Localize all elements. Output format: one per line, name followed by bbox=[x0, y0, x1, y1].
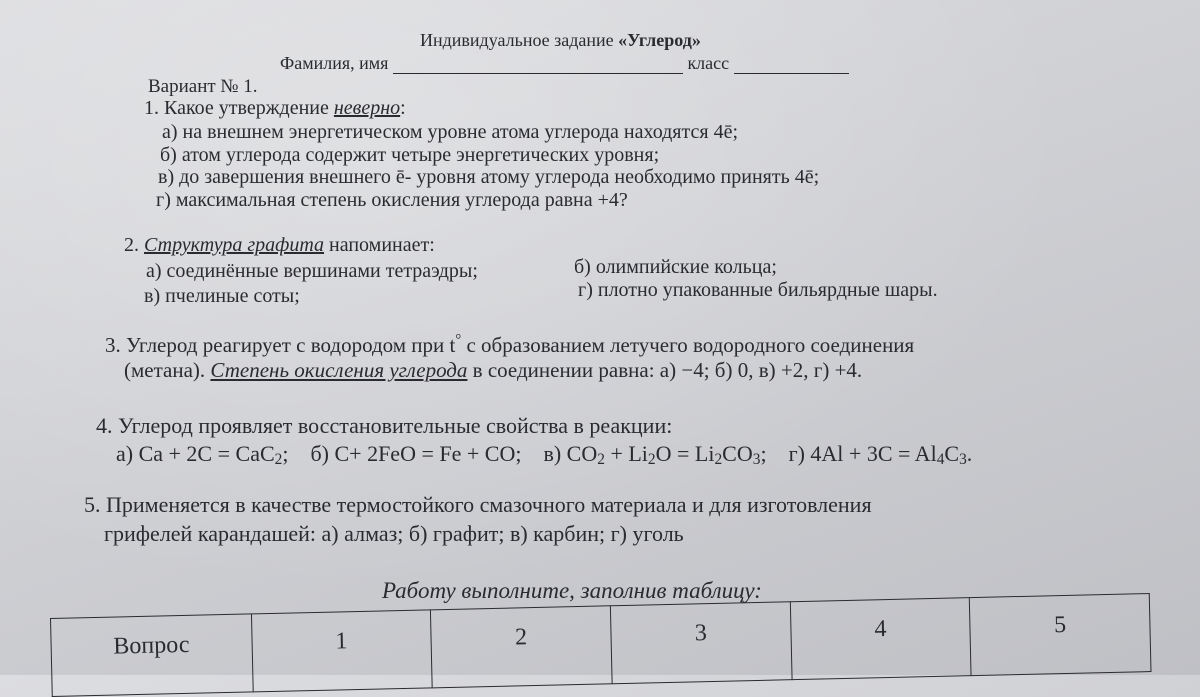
name-label: Фамилия, имя bbox=[280, 53, 389, 73]
question-3 bbox=[105, 333, 914, 358]
table-column-1[interactable]: 1 bbox=[251, 610, 432, 692]
question-1-option-b: б) атом углерода содержит четыре энергетических уровня; bbox=[160, 144, 660, 166]
question-text-cont: с образованием летучего водородного соединения bbox=[461, 333, 915, 357]
question-text: Углерод проявляет восстановительные свойства в реакции: bbox=[112, 413, 673, 438]
question-text-end: : bbox=[400, 97, 406, 119]
question-4-option-b: б) C+ 2FeO = Fe + CO; bbox=[310, 441, 522, 466]
question-2-option-c: в) пчелиные соты; bbox=[144, 285, 300, 307]
question-2 bbox=[124, 234, 435, 257]
question-1-option-a: а) на внешнем энергетическом уровне атома углерода находятся 4ē; bbox=[162, 121, 738, 143]
question-emphasis: неверно bbox=[333, 97, 401, 119]
question-4-option-a: а) Ca + 2C = CaC$_2$; bbox=[116, 441, 289, 468]
title-text: Индивидуальное задание bbox=[420, 30, 619, 50]
table-header-cell: Вопрос bbox=[51, 614, 253, 697]
question-text: (метана). bbox=[124, 358, 211, 382]
class-label: класс bbox=[687, 53, 730, 73]
table-column-3[interactable]: 3 bbox=[610, 602, 791, 684]
question-emphasis: Степень окисления углерода bbox=[210, 358, 468, 382]
question-text: напоминает: bbox=[324, 234, 435, 256]
name-blank[interactable] bbox=[393, 59, 683, 74]
question-1-option-d: г) максимальная степень окисления углерода равна +4? bbox=[156, 189, 628, 211]
degree-symbol: ° bbox=[455, 332, 462, 348]
question-number: 4. bbox=[96, 413, 113, 438]
question-text: Какое утверждение bbox=[159, 97, 334, 119]
table-column-4[interactable]: 4 bbox=[790, 598, 971, 680]
table-row bbox=[51, 594, 1151, 697]
answer-table bbox=[50, 593, 1152, 697]
question-5-options: грифелей карандашей: а) алмаз; б) графит; в) карбин; г) уголь bbox=[104, 521, 684, 546]
variant-label: Вариант № 1. bbox=[148, 76, 258, 97]
question-2-option-a: а) соединённые вершинами тетраэдры; bbox=[146, 260, 478, 282]
question-4-option-d: г) $4Al + 3C = Al_4C_3$. bbox=[788, 441, 973, 468]
question-number: 2. bbox=[124, 234, 139, 256]
question-5 bbox=[84, 492, 872, 518]
question-number: 1. bbox=[144, 97, 159, 119]
question-4-option-c: в) $CO_2 + Li_2O = Li_2CO_3$; bbox=[543, 441, 767, 468]
question-1-option-c: в) до завершения внешнего ē- уровня атому углерода необходимо принять 4ē; bbox=[158, 166, 820, 188]
question-2-option-d: г) плотно упакованные бильярдные шары. bbox=[578, 279, 938, 301]
question-text: Применяется в качестве термостойкого смазочного материала и для изготовления bbox=[100, 492, 872, 517]
question-3-options: в соединении равна: а) −4; б) 0, в) +2, г) +4. bbox=[467, 358, 863, 382]
table-column-5[interactable]: 5 bbox=[970, 594, 1151, 676]
question-4 bbox=[96, 413, 672, 439]
question-number: 3. bbox=[105, 333, 121, 357]
assignment-title bbox=[420, 30, 701, 51]
question-4-options bbox=[116, 441, 972, 467]
question-1 bbox=[144, 97, 406, 120]
question-2-option-b: б) олимпийские кольца; bbox=[574, 256, 777, 278]
question-3-line-2 bbox=[124, 358, 862, 383]
question-emphasis: Структура графита bbox=[144, 234, 325, 256]
question-number: 5. bbox=[84, 492, 101, 517]
class-blank[interactable] bbox=[734, 59, 849, 74]
title-topic: «Углерод» bbox=[618, 30, 701, 50]
instruction-text: Работу выполните, заполнив таблицу: bbox=[382, 578, 762, 603]
question-text: Углерод реагирует с водородом при t bbox=[120, 333, 456, 357]
student-name-row bbox=[280, 53, 849, 74]
table-column-2[interactable]: 2 bbox=[431, 606, 612, 688]
